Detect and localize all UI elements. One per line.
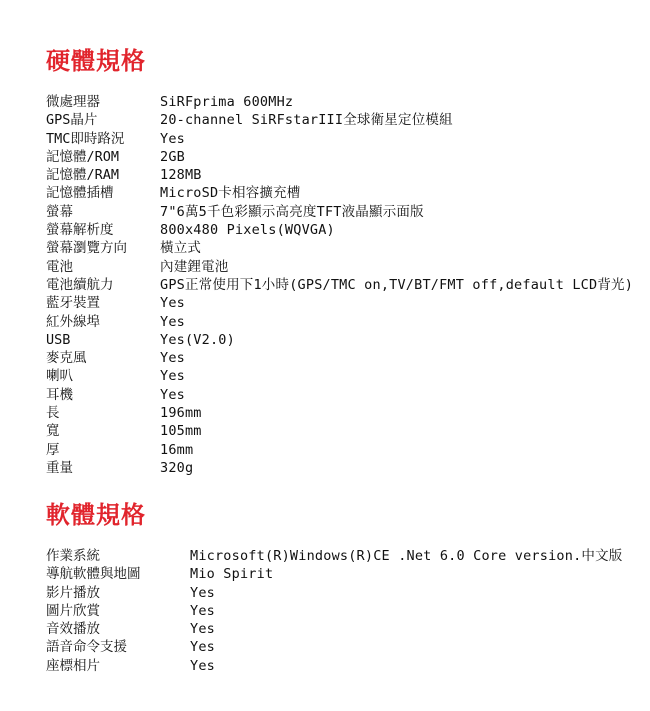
spec-value: Yes	[160, 350, 185, 367]
spec-label: 長	[46, 405, 60, 422]
hardware-specs-body	[46, 93, 633, 477]
spec-value: 橫立式	[160, 240, 202, 257]
spec-row	[46, 111, 633, 129]
spec-row	[46, 620, 623, 638]
spec-row	[46, 367, 633, 385]
spec-label: 記憶體/ROM	[46, 148, 120, 165]
spec-value: 16mm	[160, 441, 194, 458]
spec-row	[46, 547, 623, 565]
spec-label: 音效播放	[46, 621, 100, 638]
spec-value: Yes(V2.0)	[160, 331, 235, 348]
spec-row	[46, 584, 623, 602]
spec-row	[46, 331, 633, 349]
spec-value: 7"6萬5千色彩顯示高亮度TFT液晶顯示面版	[160, 203, 424, 220]
hardware-specs-table	[46, 93, 633, 477]
spec-row	[46, 386, 633, 404]
spec-value: Yes	[190, 621, 215, 638]
spec-value: 320g	[160, 459, 194, 476]
spec-label: 耳機	[46, 386, 73, 403]
software-specs-body	[46, 547, 623, 675]
spec-value: Yes	[190, 639, 215, 656]
spec-row	[46, 294, 633, 312]
software-specs-section	[46, 500, 623, 675]
spec-label: 藍牙裝置	[46, 295, 100, 312]
spec-value: Microsoft(R)Windows(R)CE .Net 6.0 Core version.中文版	[190, 548, 623, 564]
spec-label: 螢幕解析度	[46, 222, 114, 239]
spec-row	[46, 239, 633, 257]
spec-row	[46, 459, 633, 477]
spec-value: Yes	[160, 130, 185, 147]
hardware-specs-title: 硬體規格	[46, 47, 146, 75]
spec-label: TMC即時路況	[46, 130, 125, 147]
spec-row	[46, 130, 633, 148]
spec-label: 導航軟體與地圖	[46, 566, 141, 583]
spec-label: USB	[46, 331, 71, 348]
spec-row	[46, 638, 623, 656]
spec-row	[46, 93, 633, 111]
spec-value: MicroSD卡相容擴充槽	[160, 185, 301, 202]
spec-value: Yes	[160, 313, 185, 330]
spec-label: 影片播放	[46, 584, 100, 601]
spec-value: 128MB	[160, 167, 202, 184]
spec-label: 螢幕瀏覽方向	[46, 240, 127, 257]
spec-row	[46, 166, 633, 184]
spec-label: 記憶體/RAM	[46, 167, 120, 184]
spec-value: 196mm	[160, 405, 202, 422]
spec-value: 800x480 Pixels(WQVGA)	[160, 222, 335, 239]
software-specs-table	[46, 547, 623, 675]
spec-row	[46, 441, 633, 459]
spec-label: 麥克風	[46, 350, 87, 367]
spec-row	[46, 203, 633, 221]
spec-label: 厚	[46, 441, 60, 458]
spec-value: Yes	[190, 584, 215, 601]
spec-value: Yes	[190, 657, 215, 674]
spec-label: 寬	[46, 423, 60, 440]
spec-row	[46, 258, 633, 276]
spec-row	[46, 349, 633, 367]
spec-value: 內建鋰電池	[160, 258, 229, 275]
spec-row	[46, 422, 633, 440]
spec-row	[46, 565, 623, 583]
spec-value: Yes	[160, 368, 185, 385]
spec-label: 電池續航力	[46, 276, 114, 293]
spec-value: Yes	[160, 295, 185, 312]
spec-value: SiRFprima 600MHz	[160, 94, 294, 110]
spec-label: 語音命令支援	[46, 639, 127, 656]
spec-row	[46, 221, 633, 239]
spec-label: 螢幕	[46, 203, 73, 220]
spec-value: 20-channel SiRFstarIII全球衛星定位模組	[160, 112, 453, 129]
spec-label: GPS晶片	[46, 112, 98, 129]
spec-value: Yes	[160, 386, 185, 403]
spec-row	[46, 276, 633, 294]
spec-label: 記憶體插槽	[46, 185, 114, 202]
spec-label: 微處理器	[46, 94, 100, 110]
spec-label: 喇叭	[46, 368, 73, 385]
spec-row	[46, 602, 623, 620]
spec-label: 圖片欣賞	[46, 602, 100, 619]
spec-value: Mio Spirit	[190, 566, 274, 583]
spec-label: 重量	[46, 459, 73, 476]
spec-row	[46, 313, 633, 331]
software-specs-title: 軟體規格	[46, 501, 146, 529]
spec-value: Yes	[190, 602, 215, 619]
spec-row	[46, 148, 633, 166]
spec-label: 紅外線埠	[46, 313, 100, 330]
hardware-specs-section	[46, 46, 633, 477]
spec-label: 電池	[46, 258, 73, 275]
spec-row	[46, 404, 633, 422]
spec-label: 作業系統	[46, 548, 100, 564]
spec-value: 105mm	[160, 423, 202, 440]
spec-row	[46, 657, 623, 675]
spec-value: 2GB	[160, 148, 185, 165]
spec-label: 座標相片	[46, 657, 100, 674]
spec-value: GPS正常使用下1小時(GPS/TMC on,TV/BT/FMT off,default LCD背光)	[160, 276, 634, 293]
spec-row	[46, 184, 633, 202]
